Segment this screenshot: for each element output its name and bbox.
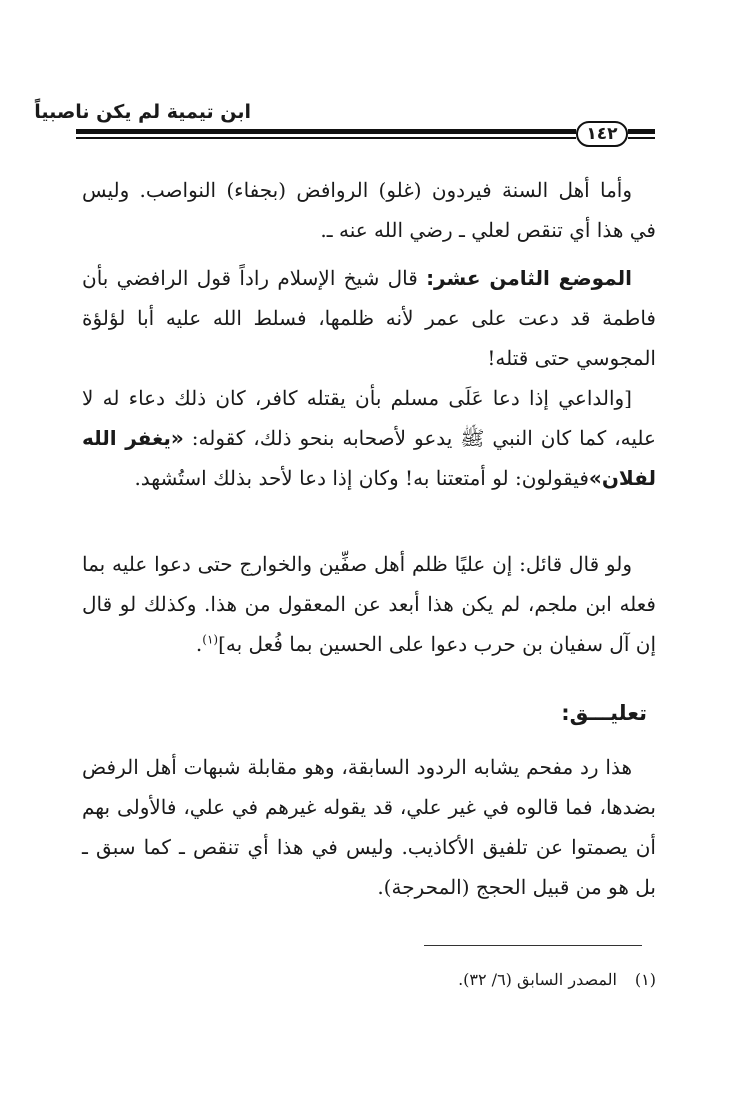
section-lead: الموضع الثامن عشر:	[426, 266, 632, 290]
header-rule-thick	[76, 129, 576, 134]
paragraph-4	[82, 544, 656, 664]
footnote-divider	[424, 945, 642, 946]
paragraph-3-part-a: [والداعي إذا دعا عَلَى مسلم بأن يقتله كافر، كان ذلك دعاء له لا عليه، كما كان النبي ﷺ يدعو لأصحابه بنحو ذلك، كقوله:	[82, 386, 656, 450]
commentary-heading: تعليـــق:	[561, 701, 647, 725]
paragraph-5	[82, 747, 656, 907]
paragraph-2-text	[82, 258, 656, 378]
footnote	[458, 968, 656, 992]
hadith-quote: «يغفر الله لفلان»	[82, 426, 656, 490]
paragraph-3-part-b: فيقولون: لو أمتعتنا به! وكان إذا دعا لأحد بذلك استُشهد.	[134, 466, 589, 490]
paragraph-2	[82, 258, 656, 378]
paragraph-5-text: هذا رد مفحم يشابه الردود السابقة، وهو مقابلة شبهات أهل الرفض بضدها، فما قالوه في غير علي، قد يقوله غيرهم في علي، فالأولى بهم أن يصمتوا عن تلفيق الأكاذيب. وليس في هذا أي تنقص ـ كما سبق ـ بل هو من قبيل الحجج (المحرجة).	[82, 755, 656, 899]
paragraph-1	[82, 170, 656, 250]
footnote-reference: (١)	[202, 632, 219, 647]
paragraph-1-text: وأما أهل السنة فيردون (غلو) الروافض (بجفاء) النواصب. وليس في هذا أي تنقص لعلي ـ رضي الله عنه ـ.	[82, 178, 656, 242]
footnote-number: (١)	[634, 970, 656, 989]
running-title: ابن تيمية لم يكن ناصبياً	[34, 101, 251, 123]
header-rule-right-thin	[628, 137, 655, 139]
paragraph-3-text	[82, 378, 656, 498]
paragraph-4-body: ولو قال قائل: إن عليًا ظلم أهل صفِّين والخوارج حتى دعوا عليه بما فعله ابن ملجم، لم يكن هذا أبعد عن المعقول من هذا. وكذلك لو قال إن آل سفيان بن حرب دعوا على الحسين بما فُعل به]	[82, 552, 656, 656]
page-number-badge: ١٤٢	[576, 121, 628, 147]
header-rule-thin	[76, 137, 576, 139]
footnote-text: المصدر السابق (٦/ ٣٢).	[458, 970, 617, 989]
header-rule-right-thick	[628, 129, 655, 134]
paragraph-3	[82, 378, 656, 498]
paragraph-2-body: قال شيخ الإسلام راداً قول الرافضي بأن فاطمة قد دعت على عمر لأنه ظلمها، فسلط الله عليه أبا لؤلؤة المجوسي حتى قتله!	[82, 266, 656, 370]
paragraph-4-text	[82, 544, 656, 664]
paragraph-4-end: .	[195, 632, 203, 656]
